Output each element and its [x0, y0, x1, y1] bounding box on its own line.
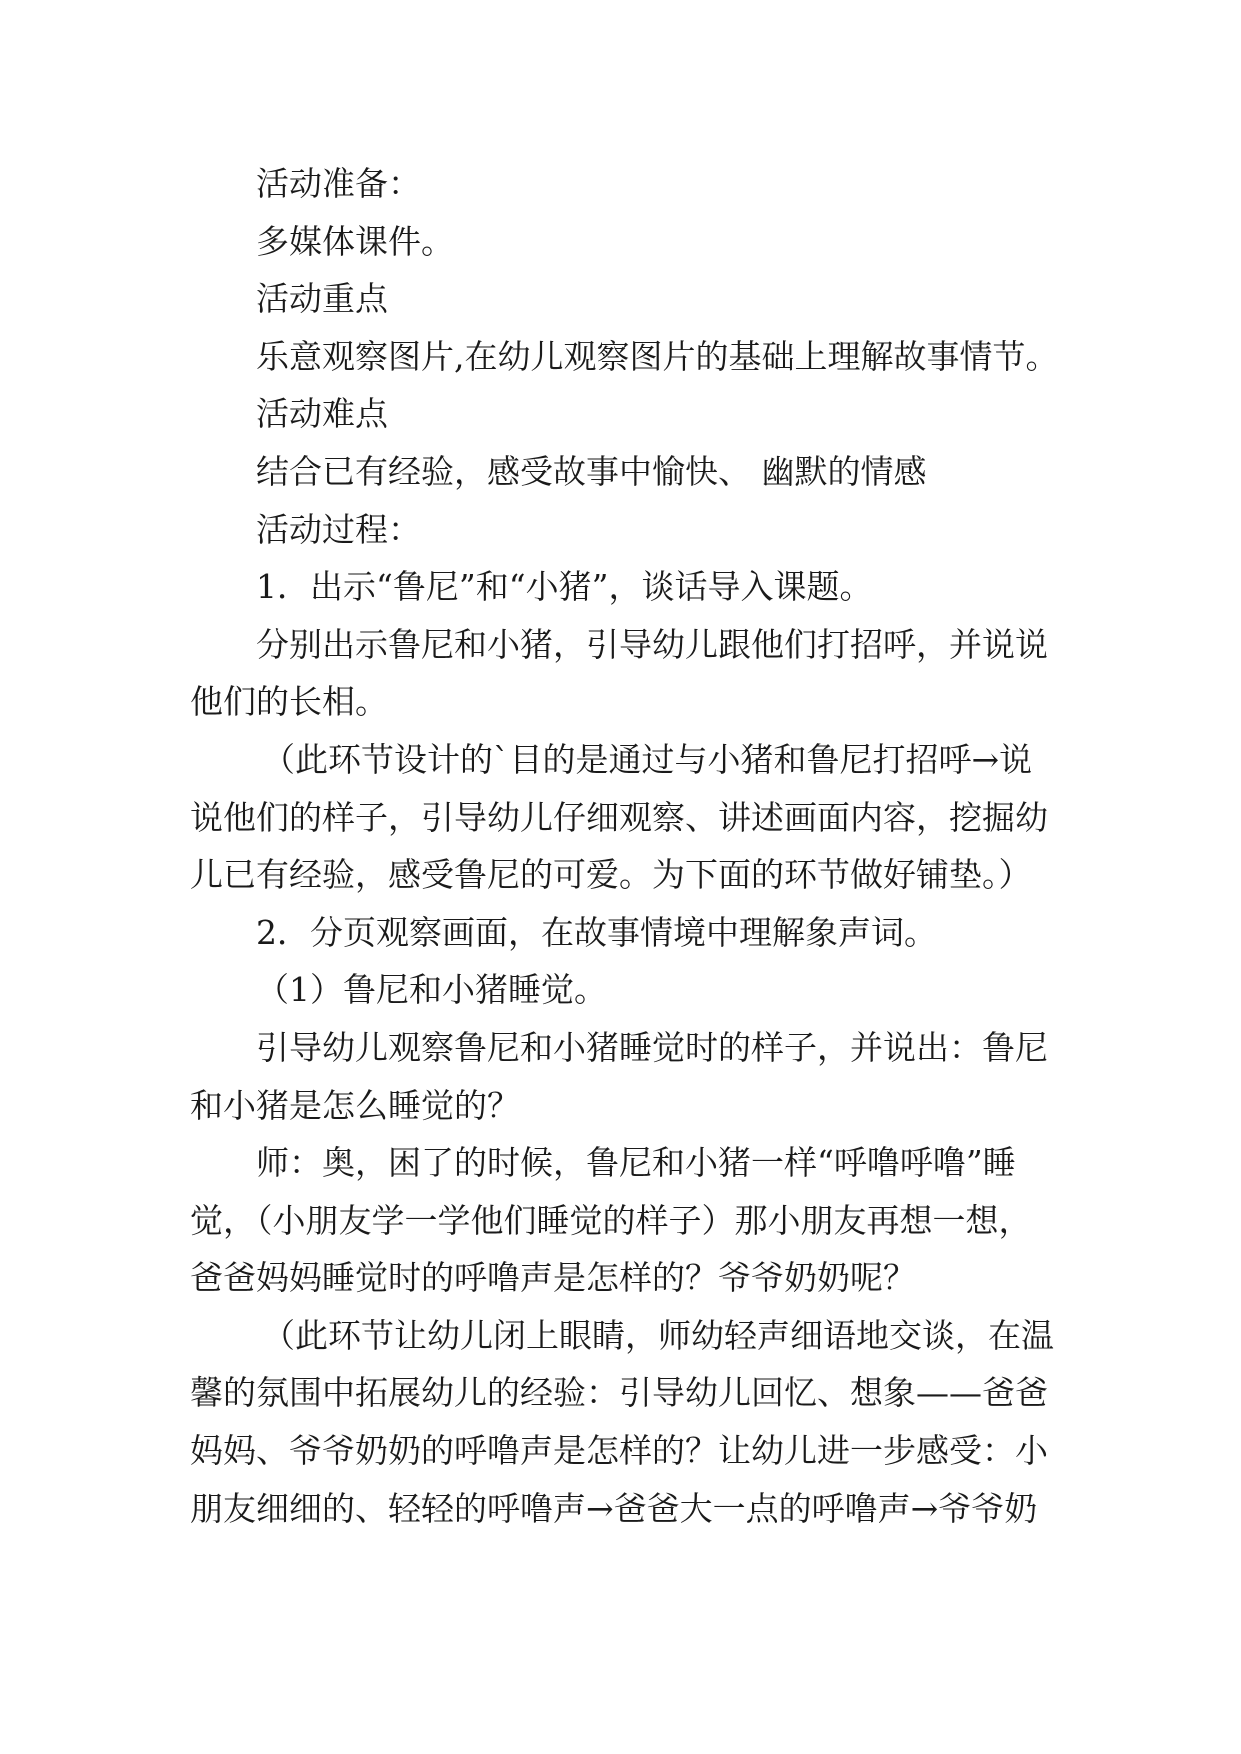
paragraph-step-1-detail: 分别出示鲁尼和小猪，引导幼儿跟他们打招呼，并说说他们的长相。 — [190, 624, 1048, 722]
paragraph-step-2-1: （1）鲁尼和小猪睡觉。 — [256, 970, 607, 1010]
paragraph-key-point-content: 乐意观察图片,在幼儿观察图片的基础上理解故事情节。 — [256, 336, 1059, 376]
paragraph-step-2: 2．分页观察画面，在故事情境中理解象声词。 — [256, 912, 937, 952]
paragraph-key-point-heading: 活动重点 — [256, 279, 388, 319]
paragraph-preparation-heading: 活动准备： — [256, 164, 421, 203]
paragraph-difficulty-content: 结合已有经验，感受故事中愉快、 幽默的情感 — [256, 451, 927, 491]
paragraph-preparation-content: 多媒体课件。 — [256, 221, 454, 261]
document-body — [190, 155, 1060, 1537]
paragraph-teacher-dialogue: 师：奥，困了的时候，鲁尼和小猪一样“呼噜呼噜”睡觉，（小朋友学一学他们睡觉的样子）那小朋友再想一想，爸爸妈妈睡觉时的呼噜声是怎样的？爷爷奶奶呢？ — [190, 1143, 1032, 1298]
paragraph-difficulty-heading: 活动难点 — [256, 394, 388, 434]
paragraph-process-heading: 活动过程： — [256, 509, 421, 549]
paragraph-step-2-note: （此环节让幼儿闭上眼睛，师幼轻声细语地交谈，在温馨的氛围中拓展幼儿的经验：引导幼儿回忆、想象——爸爸妈妈、爷爷奶奶的呼噜声是怎样的？让幼儿进一步感受：小朋友细细的、轻轻的呼噜声→爸爸大一点的呼噜声→爷爷奶 — [190, 1315, 1054, 1528]
paragraph-step-2-1-detail: 引导幼儿观察鲁尼和小猪睡觉时的样子，并说出：鲁尼和小猪是怎么睡觉的？ — [190, 1027, 1048, 1125]
paragraph-step-1-note: （此环节设计的`目的是通过与小猪和鲁尼打招呼→说说他们的样子，引导幼儿仔细观察、讲述画面内容，挖掘幼儿已有经验，感受鲁尼的可爱。为下面的环节做好铺垫。） — [190, 739, 1048, 895]
paragraph-step-1: 1．出示“鲁尼”和“小猪”，谈话导入课题。 — [256, 567, 873, 607]
